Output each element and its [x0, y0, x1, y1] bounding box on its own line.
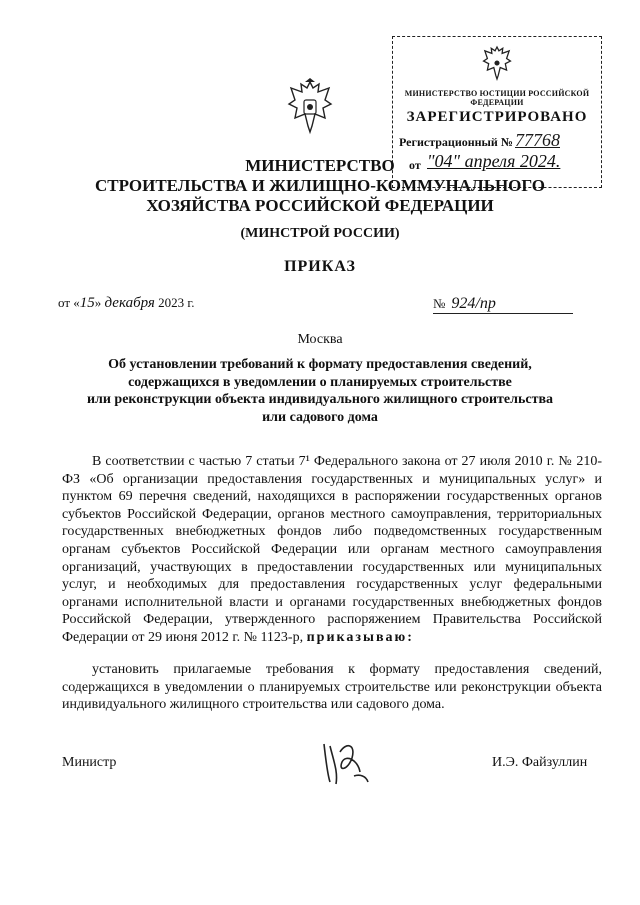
stamp-reg-number: 77768: [515, 130, 560, 150]
order-word: приказываю:: [306, 629, 414, 645]
number-label: №: [433, 296, 446, 311]
number-value: 924/пр: [451, 295, 496, 312]
date-prefix: от «: [58, 295, 80, 310]
stamp-status: ЗАРЕГИСТРИРОВАНО: [406, 109, 588, 125]
operative-paragraph: установить прилагаемые требования к формату предоставления сведений, содержащихся в уведомлении о планируемых строительстве или реконструкции объекта индивидуального жилищного строительства или садового дома.: [62, 662, 602, 713]
order-number: [433, 295, 573, 314]
date-month: декабря: [104, 295, 155, 311]
date-year: 2023 г.: [154, 295, 195, 310]
title-line: Об установлении требований к формату предоставления сведений,: [108, 357, 532, 372]
ministry-short-name: (МИНСТРОЙ РОССИИ): [240, 226, 400, 241]
signer-position: Министр: [62, 755, 117, 770]
title-line: содержащихся в уведомлении о планируемых строительстве: [128, 374, 512, 390]
title-line: или реконструкции объекта индивидуального жилищного строительства: [86, 392, 554, 407]
stamp-ministry: МИНИСТЕРСТВО ЮСТИЦИИ РОССИЙСКОЙ ФЕДЕРАЦИИ: [404, 89, 590, 107]
signer-name: И.Э. Файзуллин: [492, 755, 588, 770]
ministry-line-1: МИНИСТЕРСТВО: [245, 156, 395, 175]
document-type: ПРИКАЗ: [284, 258, 356, 275]
ministry-line-3: ХОЗЯЙСТВА РОССИЙСКОЙ ФЕДЕРАЦИИ: [146, 196, 494, 215]
order-title: [80, 356, 560, 426]
date-day: 15: [79, 295, 95, 311]
stamp-emblem: [481, 43, 513, 83]
date-mid: »: [94, 295, 105, 310]
coat-of-arms-emblem: [285, 78, 335, 136]
ministry-line-2: СТРОИТЕЛЬСТВА И ЖИЛИЩНО-КОММУНАЛЬНОГО: [94, 176, 546, 195]
city: Москва: [297, 332, 343, 347]
title-line: или садового дома: [262, 409, 378, 425]
handwritten-signature: [316, 732, 376, 792]
stamp-date-value: "04" апреля 2024.: [427, 151, 561, 171]
preamble-text: В соответствии с частью 7 статьи 7¹ Федерального закона от 27 июля 2010 г. № 210-ФЗ «Об организации предоставления государственных и муниципальных услуг» и пунктом 69 перечня сведений, находящихся в распоряжении государственных органов субъектов Российской Федерации, органов местного самоуправления, территориальных государственных внебюджетных фондов либо подведомственных государственным органам субъектов Российской Федерации или органам местного самоуправления организаций, участвующих в предоставлении государственных или муниципальных услуг, и необходимых для предоставления государственных услуг федеральными органами исполнительной власти и органами государственных внебюджетных фондов Российской Федерации, утвержденного распоряжением Правительства Российской Федерации от 29 июня 2012 г. № 1123-р,: [62, 454, 602, 645]
stamp-reg-label: Регистрационный №: [399, 135, 513, 149]
stamp-date-label: от: [409, 158, 421, 172]
order-date: [58, 295, 195, 312]
preamble-paragraph: [62, 453, 602, 647]
